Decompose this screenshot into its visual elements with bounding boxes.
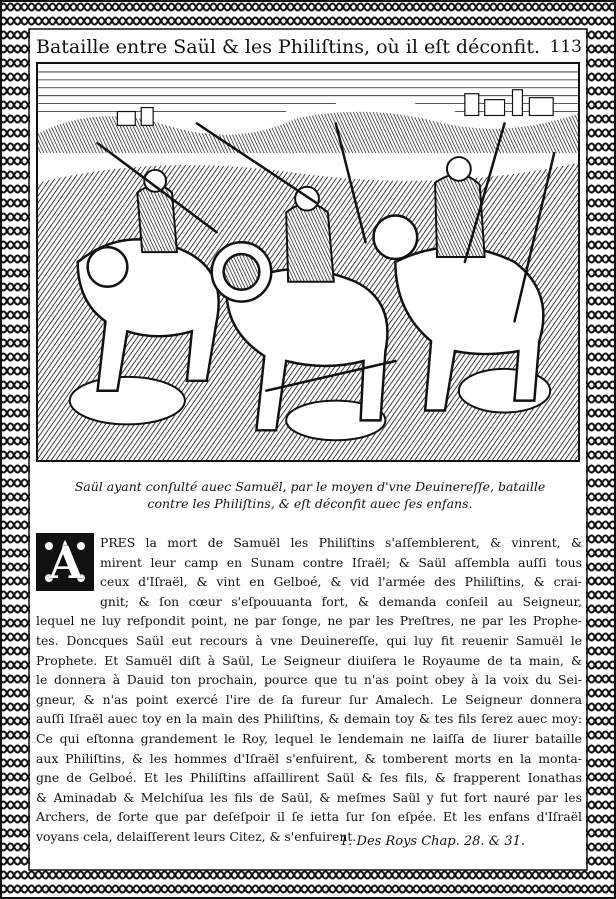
text-line: gneur, & n'as point exercé l'ire de ſa fureur ſur Amalech. Le Seigneur donnera xyxy=(36,691,582,707)
text-line: PRES la mort de Samuël les Philiſtins s'aſſemblerent, & vinrent, & xyxy=(100,535,582,550)
illustration-caption xyxy=(40,478,580,512)
body-text xyxy=(36,533,582,847)
caption-line: contre les Philiſtins, & eſt déconfit auec ſes enfans. xyxy=(147,496,473,511)
page-number: 113 xyxy=(549,37,582,57)
text-line: lequel ne luy reſpondit point, ne par ſonge, ne par les Preſtres, ne par les Prophe- xyxy=(36,613,582,629)
text-line: Archers, de ſorte que par deſeſpoir il ſe ietta ſur ſon eſpée. Et les enfans d'Iſraël xyxy=(36,809,582,825)
text-line: Prophete. Et Samuël diſt à Saül, Le Seigneur diuiſera le Royaume de ta main, & xyxy=(36,652,582,668)
text-line: gne de Gelboé. Et les Philiſtins aſſaillirent Saül & ſes fils, & frapperent Ionathas xyxy=(36,770,582,786)
text-line: gnit; & ſon cœur s'eſpouuanta fort, & demanda conſeil au Seigneur, xyxy=(100,593,582,609)
battle-woodcut-illustration xyxy=(36,62,580,462)
text-line: aux Philiſtins, & les hommes d'Iſraël s'enfuirent, & tomberent morts en la monta- xyxy=(36,750,582,766)
text-line: tes. Doncques Saül eut recours à vne Deuinereſſe, qui luy fit reuenir Samuël le xyxy=(36,632,582,648)
text-line: ceux d'Iſraël, & vint en Gelboé, & vid l'armée des Philiſtins, & crai- xyxy=(100,574,582,590)
page-header xyxy=(36,34,582,60)
text-line: le donnera à Dauid ton prochain, pource que tu n'as point obey à la voix du Sei- xyxy=(36,672,582,688)
text-line: & Aminadab & Melchiſua les fils de Saül, & meſmes Saül y fut fort nauré par les xyxy=(36,789,582,805)
caption-line: Saül ayant conſulté auec Samuël, par le moyen d'vne Deuinereſſe, bataille xyxy=(74,479,546,494)
text-line: voyans cela, delaiſſerent leurs Citez, & s'enfuirent. xyxy=(36,828,357,844)
text-line: auſſi Iſraël auec toy en la main des Philiſtins, & demain toy & tes fils ſerez auec moy: xyxy=(36,711,582,727)
text-line: Ce qui eſtonna grandement le Roy, lequel le lendemain ne laiſſa de liurer bataille xyxy=(36,730,582,746)
scripture-reference: 1. Des Roys Chap. 28. & 31. xyxy=(340,834,526,849)
page-title: Bataille entre Saül & les Philiſtins, où il eſt déconfit. xyxy=(36,36,541,58)
text-line: mirent leur camp en Sunam contre Iſraël; & Saül aſſembla auſſi tous xyxy=(100,554,582,570)
drop-cap-letter: A xyxy=(48,538,84,589)
